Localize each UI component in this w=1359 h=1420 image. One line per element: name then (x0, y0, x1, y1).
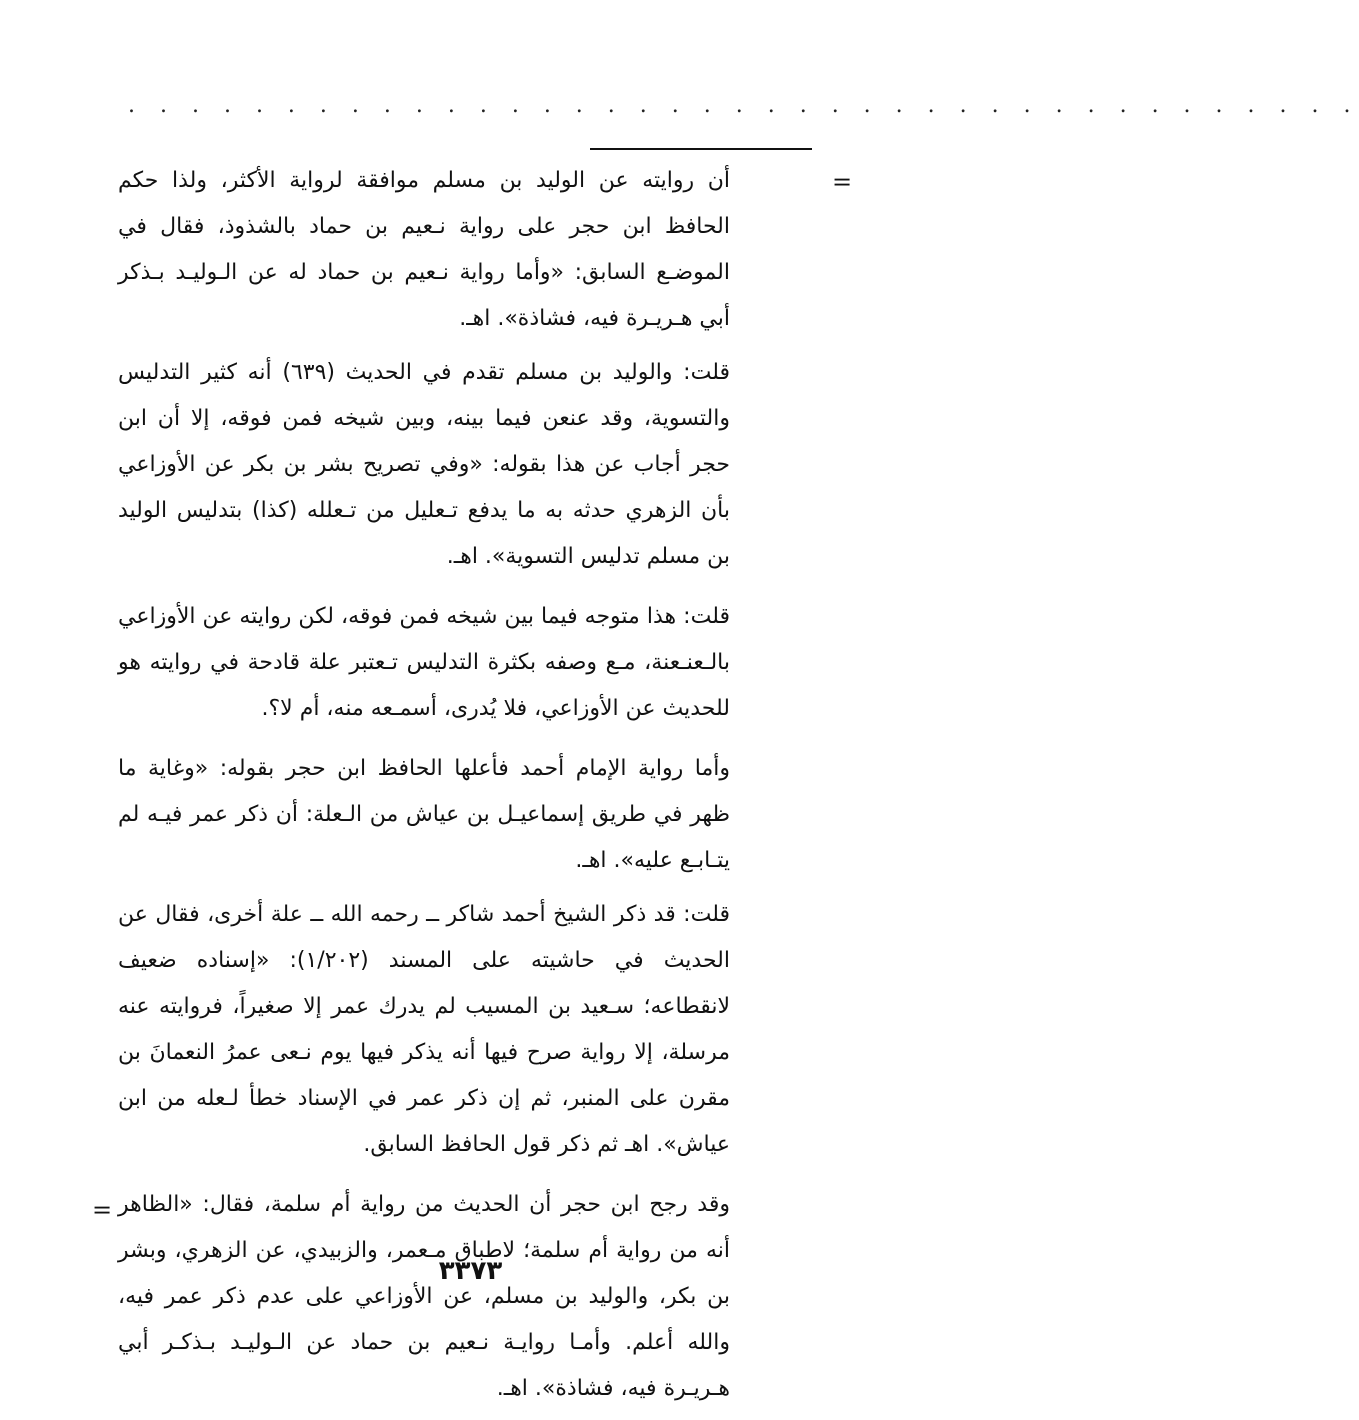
page-number: ٣٣٧٣ (438, 1256, 503, 1286)
paragraph-6: وقد رجح ابن حجر أن الحديث من رواية أم سلمة، فقال: «الظاهر أنه من رواية أم سلمة؛ لاطباق مـعمر، والزبيدي، عن الزهري، وبشر بن بكر، والوليد بن مسلم، عن الأوزاعي على عدم ذكر عمر فيه، والله أعلم. وأمـا روايـة نـعيم بن حماد عن الـوليـد بـذكـر أبي هـريـرة فيه، فشاذة». اهـ. (118, 1192, 730, 1401)
paragraph-5: قلت: قد ذكر الشيخ أحمد شاكر ــ رحمه الله ــ علة أخرى، فقال عن الحديث في حاشيته على المسند (١/٢٠٢): «إسناده ضعيف لانقطاعه؛ سـعيد بن المسيب لم يدرك عمر إلا صغيراً، فروايته عنه مرسلة، إلا رواية صرح فيها أنه يذكر فيها يوم نـعى عمرُ النعمانَ بن مقرن على المنبر، ثم إن ذكر عمر في الإسناد خطأ لـعله من ابن عياش». اهـ ثم ذكر قول الحافظ السابق. (118, 902, 730, 1157)
footnote-rule (590, 148, 812, 150)
paragraph-1: أن روايته عن الوليد بن مسلم موافقة لرواية الأكثر، ولذا حكم الحافظ ابن حجر على رواية نـعيم بن حماد بالشذوذ، فقال في الموضـع السابق: «وأما رواية نـعيم بن حماد له عن الـوليـد بـذكر أبي هـريـرة فيه، فشاذة». اهـ. (118, 168, 730, 331)
paragraph-2: قلت: والوليد بن مسلم تقدم في الحديث (٦٣٩) أنه كثير التدليس والتسوية، وقد عنعن فيما بينه، وبين شيخه فمن فوقه، إلا أن ابن حجر أجاب عن هذا بقوله: «وفي تصريح بشر بن بكر عن الأوزاعي بأن الزهري حدثه به ما يدفع تـعليل من تـعلله (كذا) بتدليس الوليد بن مسلم تدليس التسوية». اهـ. (118, 360, 730, 569)
footnote-text (118, 158, 730, 1420)
continuation-mark-bottom: = (92, 1196, 113, 1224)
paragraph-3: قلت: هذا متوجه فيما بين شيخه فمن فوقه، لكن روايته عن الأوزاعي بالـعنـعنة، مـع وصفه بكثرة التدليس تـعتبر علة قادحة في روايته هو للحديث عن الأوزاعي، فلا يُدرى، أسمـعه منه، أم لا؟. (118, 604, 730, 721)
paragraph-4: وأما رواية الإمام أحمد فأعلها الحافظ ابن حجر بقوله: «وغاية ما ظهر في طريق إسماعيـل بن عياش من الـعلة: أن ذكر عمر فيـه لم يتـابـع عليه». اهـ. (118, 756, 730, 873)
dotted-separator: . . . . . . . . . . . . . . . . . . . . . . . . . . . . . . . . . . . . . . . (128, 93, 1359, 118)
continuation-mark-top: = (832, 168, 853, 196)
